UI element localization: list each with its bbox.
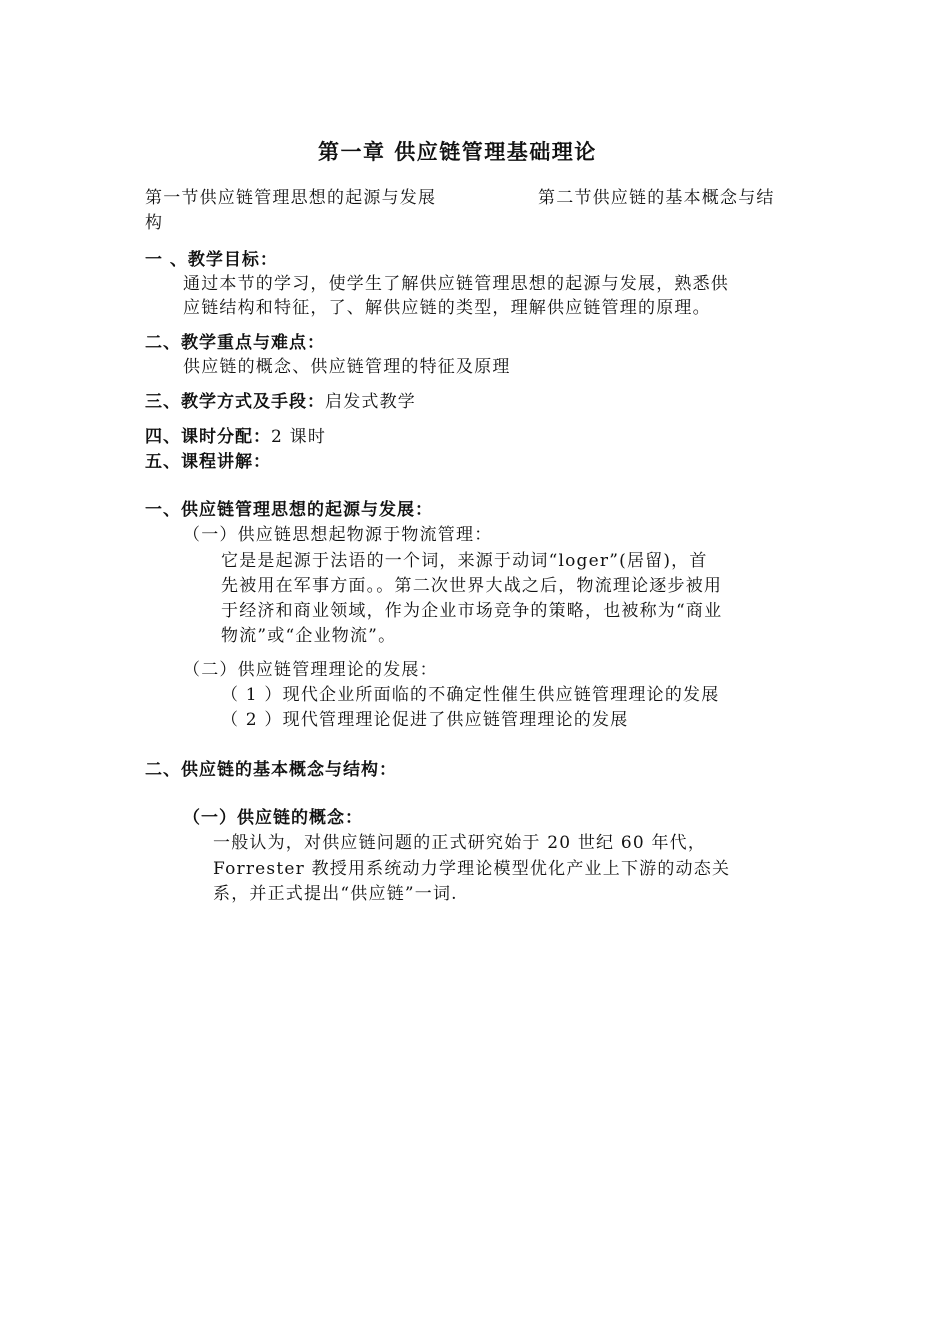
toc-section-1: 第一节供应链管理思想的起源与发展 xyxy=(145,188,437,208)
toc-section-2: 第二节供应链的基本概念与结 xyxy=(538,188,775,208)
teaching-method-value: 启发式教学 xyxy=(325,392,416,412)
part1-sub2-heading: （二）供应链管理理论的发展： xyxy=(183,660,438,680)
teaching-method-row xyxy=(145,390,416,414)
teaching-goal-heading: 一 、教学目标： xyxy=(145,250,278,270)
lecture-heading: 五、课程讲解： xyxy=(145,452,271,472)
part1-sub1-heading: （一）供应链思想起物源于物流管理： xyxy=(183,525,493,545)
part1-sub2-item-2: （ 2 ）现代管理理论促进了供应链管理理论的发展 xyxy=(221,710,629,730)
teaching-goal-text-1: 通过本节的学习，使学生了解供应链管理思想的起源与发展，熟悉供 xyxy=(183,274,729,294)
part1-sub1-text-4: 物流”或“企业物流”。 xyxy=(221,626,397,646)
class-hours-heading: 四、课时分配： xyxy=(145,427,271,447)
part2-sub1-text-2: Forrester 教授用系统动力学理论模型优化产业上下游的动态关 xyxy=(213,859,731,879)
part1-sub1-text-2: 先被用在军事方面。。第二次世界大战之后，物流理论逐步被用 xyxy=(221,576,723,596)
toc-section-2-continued: 构 xyxy=(145,213,164,233)
part1-sub1-text-1: 它是是起源于法语的一个词，来源于动词“loger”(居留)，首 xyxy=(221,551,708,571)
part2-sub1-heading: （一）供应链的概念： xyxy=(183,808,363,828)
part1-heading: 一、供应链管理思想的起源与发展： xyxy=(145,500,433,520)
part1-sub2-item-1: （ 1 ）现代企业所面临的不确定性催生供应链管理理论的发展 xyxy=(221,685,720,705)
teaching-goal-text-2: 应链结构和特征，了、解供应链的类型，理解供应链管理的原理。 xyxy=(183,298,711,318)
key-points-heading: 二、教学重点与难点： xyxy=(145,333,325,353)
part2-heading: 二、供应链的基本概念与结构： xyxy=(145,760,397,780)
class-hours-row xyxy=(145,425,326,449)
part2-sub1-text-3: 系，并正式提出“供应链”一词. xyxy=(213,884,458,904)
part1-sub1-text-3: 于经济和商业领域，作为企业市场竞争的策略，也被称为“商业 xyxy=(221,601,723,621)
class-hours-value: 2 课时 xyxy=(271,427,327,447)
chapter-title: 第一章 供应链管理基础理论 xyxy=(318,140,597,164)
teaching-method-heading: 三、教学方式及手段： xyxy=(145,392,325,412)
key-points-text: 供应链的概念、供应链管理的特征及原理 xyxy=(183,357,511,377)
part2-sub1-text-1: 一般认为，对供应链问题的正式研究始于 20 世纪 60 年代， xyxy=(213,833,707,853)
